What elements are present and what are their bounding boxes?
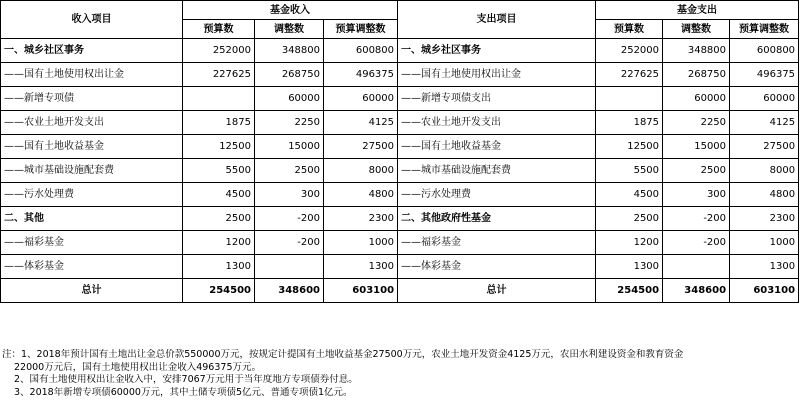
income-adjusted-budget-cell: 496375 [324,63,398,87]
total-row [1,279,799,303]
income-adjusted-budget-cell: 1300 [324,255,398,279]
table-row [1,87,799,111]
income-adjusted-budget-cell: 27500 [324,135,398,159]
note-line: 3、2018年新增专项债60000万元，其中土储专项债5亿元、普通专项债1亿元。 [14,386,353,398]
expense-adjusted-budget-cell: 8000 [730,159,799,183]
income-item-cell: 二、其他 [1,207,183,231]
income-adjust-cell [255,255,324,279]
expense-total-budget: 254500 [596,279,663,303]
income-adjust-cell: 2250 [255,111,324,135]
income-budget-cell: 1300 [183,255,255,279]
expense-budget-cell: 1300 [596,255,663,279]
header-row-1 [1,1,799,20]
income-budget-cell: 4500 [183,183,255,207]
income-budget-cell: 12500 [183,135,255,159]
table-row [1,63,799,87]
table-row [1,207,799,231]
expense-adjusted-budget-cell: 27500 [730,135,799,159]
income-adjust-cell: -200 [255,207,324,231]
expense-budget-cell [596,87,663,111]
expense-adjust-cell: 300 [663,183,730,207]
expense-adjusted-budget-cell: 600800 [730,39,799,63]
expense-item-cell: 一、城乡社区事务 [398,39,596,63]
income-item-cell: ——城市基础设施配套费 [1,159,183,183]
expense-adjust-cell: -200 [663,231,730,255]
income-item-header: 收入项目 [1,1,183,39]
income-adjusted-budget-cell: 600800 [324,39,398,63]
expense-budget-col: 预算数 [596,20,663,39]
expense-total-adjusted-budget: 603100 [730,279,799,303]
expense-total-adjust: 348600 [663,279,730,303]
table-row [1,255,799,279]
note-line: 22000万元后，国有土地使用权出让金收入496375万元。 [14,361,261,373]
expense-adjust-cell: 60000 [663,87,730,111]
expense-adjust-cell: 2500 [663,159,730,183]
expense-budget-cell: 5500 [596,159,663,183]
expense-item-cell: ——新增专项债支出 [398,87,596,111]
expense-item-cell: ——体彩基金 [398,255,596,279]
expense-adjust-cell: 15000 [663,135,730,159]
table-row [1,135,799,159]
table-row [1,39,799,63]
expense-item-header: 支出项目 [398,1,596,39]
expense-budget-cell: 4500 [596,183,663,207]
expense-item-cell: ——农业土地开发支出 [398,111,596,135]
income-adjust-cell: 348800 [255,39,324,63]
expense-adjust-cell: -200 [663,207,730,231]
income-item-cell: ——体彩基金 [1,255,183,279]
expense-item-cell: 二、其他政府性基金 [398,207,596,231]
income-budget-cell: 227625 [183,63,255,87]
fund-income-header: 基金收入 [183,1,398,20]
expense-adjusted-budget-cell: 4125 [730,111,799,135]
income-item-cell: ——农业土地开发支出 [1,111,183,135]
fund-expense-header: 基金支出 [596,1,799,20]
expense-budget-cell: 227625 [596,63,663,87]
expense-item-cell: ——福彩基金 [398,231,596,255]
income-adjust-cell: 15000 [255,135,324,159]
income-item-cell: ——国有土地收益基金 [1,135,183,159]
income-budget-cell: 5500 [183,159,255,183]
expense-adjusted-budget-cell: 4800 [730,183,799,207]
income-adjusted-budget-cell: 1000 [324,231,398,255]
income-item-cell: ——国有土地使用权出让金 [1,63,183,87]
expense-budget-cell: 2500 [596,207,663,231]
expense-item-cell: ——国有土地收益基金 [398,135,596,159]
income-budget-cell: 1200 [183,231,255,255]
income-item-cell: ——新增专项债 [1,87,183,111]
expense-budget-cell: 12500 [596,135,663,159]
expense-adjusted-budget-cell: 2300 [730,207,799,231]
income-adjusted-budget-cell: 4800 [324,183,398,207]
expense-adjust-cell: 2250 [663,111,730,135]
income-adjusted-budget-col: 预算调整数 [324,20,398,39]
income-adjust-col: 调整数 [255,20,324,39]
income-item-cell: ——污水处理费 [1,183,183,207]
expense-adjusted-budget-cell: 60000 [730,87,799,111]
expense-adjust-cell [663,255,730,279]
income-adjusted-budget-cell: 4125 [324,111,398,135]
table-row [1,231,799,255]
table-row [1,111,799,135]
expense-adjusted-budget-cell: 1300 [730,255,799,279]
expense-adjusted-budget-cell: 496375 [730,63,799,87]
income-budget-cell [183,87,255,111]
income-budget-cell: 2500 [183,207,255,231]
note-line: 注：1、2018年预计国有土地出让金总价款550000万元，按规定计提国有土地收益基金27500万元，农业土地开发资金4125万元，农田水利建设资金和教育资金 [2,349,684,360]
expense-total-label: 总计 [398,279,596,303]
income-adjust-cell: 60000 [255,87,324,111]
income-adjust-cell: 2500 [255,159,324,183]
income-adjusted-budget-cell: 8000 [324,159,398,183]
table-row [1,183,799,207]
expense-item-cell: ——城市基础设施配套费 [398,159,596,183]
income-adjust-cell: 300 [255,183,324,207]
expense-item-cell: ——国有土地使用权出让金 [398,63,596,87]
income-total-budget: 254500 [183,279,255,303]
expense-budget-cell: 1875 [596,111,663,135]
expense-adjust-cell: 348800 [663,39,730,63]
expense-budget-cell: 252000 [596,39,663,63]
expense-adjusted-budget-cell: 1000 [730,231,799,255]
expense-adjust-col: 调整数 [663,20,730,39]
income-budget-col: 预算数 [183,20,255,39]
income-adjust-cell: 268750 [255,63,324,87]
table-row [1,159,799,183]
income-total-adjust: 348600 [255,279,324,303]
income-budget-cell: 252000 [183,39,255,63]
note-line: 2、国有土地使用权出让金收入中，安排7067万元用于当年度地方专项债券付息。 [14,374,358,385]
income-adjusted-budget-cell: 2300 [324,207,398,231]
expense-budget-cell: 1200 [596,231,663,255]
expense-adjust-cell: 268750 [663,63,730,87]
income-adjust-cell: -200 [255,231,324,255]
income-adjusted-budget-cell: 60000 [324,87,398,111]
expense-adjusted-budget-col: 预算调整数 [730,20,799,39]
income-total-label: 总计 [1,279,183,303]
footnotes [2,349,798,399]
income-item-cell: 一、城乡社区事务 [1,39,183,63]
income-total-adjusted-budget: 603100 [324,279,398,303]
income-item-cell: ——福彩基金 [1,231,183,255]
expense-item-cell: ——污水处理费 [398,183,596,207]
income-budget-cell: 1875 [183,111,255,135]
